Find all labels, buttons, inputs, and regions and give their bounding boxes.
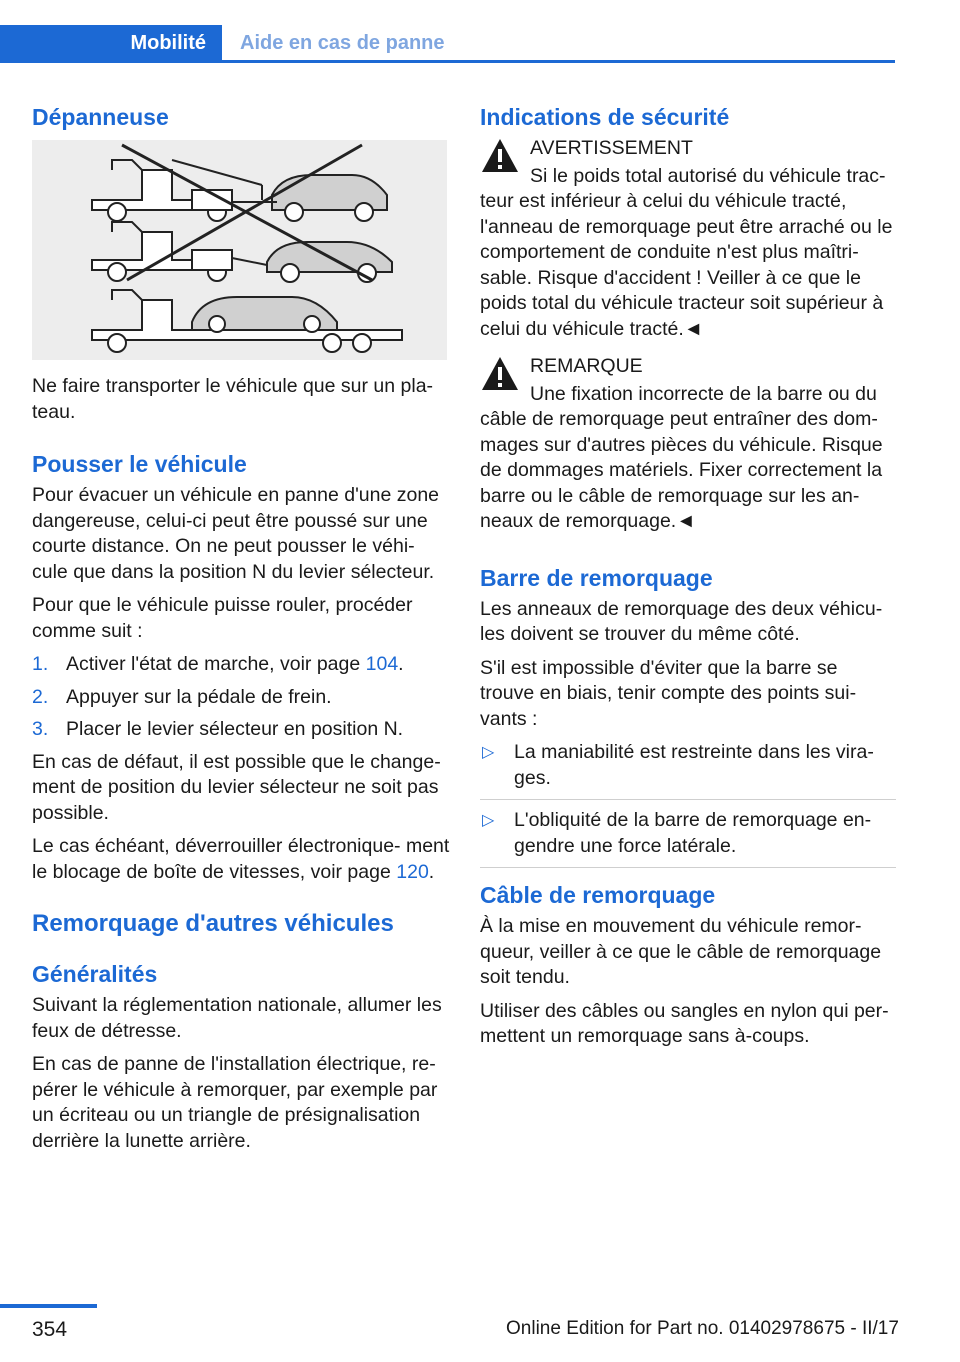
step-number: 2.	[32, 685, 49, 708]
footer-divider	[0, 1304, 97, 1308]
cable-paragraph-2: Utiliser des câbles ou sangles en nylon qui per- mettent un remorquage sans à-coups.	[480, 999, 889, 1047]
right-column	[480, 100, 896, 1058]
heading-generalites: Généralités	[32, 961, 158, 987]
tow-truck-drawing	[32, 140, 447, 360]
step-text: Placer le levier sélecteur en position N.	[66, 718, 404, 740]
edition-text: Online Edition for Part no. 01402978675 - II/17	[506, 1318, 899, 1339]
heading-remorquage: Remorquage d'autres véhicules	[32, 910, 394, 937]
warning-triangle-icon	[480, 354, 520, 394]
left-column	[32, 100, 450, 1162]
warning-block	[480, 136, 896, 342]
defaut-paragraph: En cas de défaut, il est possible que le change- ment de position du levier sélecteur ne soit pas possible.	[32, 750, 441, 824]
generalites-paragraph-2: En cas de panne de l'installation électrique, re- pérer le véhicule à remorquer, par exemple par un écriteau ou un triangle de présignalisation derrière la lunette arrière.	[32, 1053, 438, 1152]
step-number: 3.	[32, 718, 49, 740]
barre-paragraph-1: Les anneaux de remorquage des deux véhicu- les doivent se trouver du même côté.	[480, 597, 883, 645]
list-item	[480, 740, 896, 800]
step-text: Activer l'état de marche, voir page 104.	[66, 653, 404, 675]
triangle-bullet-icon: ▷	[482, 744, 495, 761]
caption-plateau: Ne faire transporter le véhicule que sur un pla- teau.	[32, 375, 434, 423]
bullet-list	[480, 740, 896, 868]
warning-text: Si le poids total autorisé du véhicule trac- teur est inférieur à celui du véhicule tracté, l'anneau de remorquage peut être arraché ou le comportement de conduite n'est plus maîtri- sable. Risque d'accident ! Veiller à ce que le poids total du véhicule tracteur soit supérieur à celui du véhicule tracté.◄	[480, 164, 893, 340]
tab-mobilite[interactable]: Mobilité	[0, 25, 222, 61]
tab-aide-panne[interactable]: Aide en cas de panne	[240, 31, 445, 54]
list-item	[480, 808, 896, 868]
step-item	[32, 652, 450, 678]
page-link-120[interactable]: 120	[396, 860, 429, 883]
page-header	[0, 0, 895, 62]
remarque-block	[480, 354, 896, 535]
step-number: 1.	[32, 653, 49, 675]
pousser-paragraph-2: Pour que le véhicule puisse rouler, procéder comme suit :	[32, 594, 413, 642]
steps-list	[32, 652, 450, 743]
page-number: 354	[32, 1318, 68, 1341]
bullet-text: La maniabilité est restreinte dans les vira- ges.	[514, 741, 874, 789]
generalites-paragraph-1: Suivant la réglementation nationale, allumer les feux de détresse.	[32, 994, 442, 1042]
step-item	[32, 685, 450, 711]
header-divider	[0, 60, 895, 63]
heading-securite: Indications de sécurité	[480, 104, 730, 130]
heading-depanneuse: Dépanneuse	[32, 104, 169, 130]
tow-truck-illustration	[32, 140, 447, 360]
page-link-104[interactable]: 104	[365, 653, 399, 675]
pousser-paragraph-1: Pour évacuer un véhicule en panne d'une zone dangereuse, celui-ci peut être poussé sur une courte distance. On ne peut pousser le véhi- cule que dans la position N du levier sélecteur.	[32, 484, 440, 583]
remarque-label: REMARQUE	[530, 355, 643, 377]
barre-paragraph-2: S'il est impossible d'éviter que la barre se trouve en biais, tenir compte des points sui- vants :	[480, 656, 857, 730]
heading-cable: Câble de remorquage	[480, 882, 716, 908]
cable-paragraph-1: À la mise en mouvement du véhicule remor- queur, veiller à ce que le câble de remorquage soit tendu.	[480, 915, 882, 988]
echeant-paragraph: Le cas échéant, déverrouiller électronique- ment le blocage de boîte de vitesses, voir page 120.	[32, 835, 450, 883]
triangle-bullet-icon: ▷	[482, 812, 495, 829]
warning-label: AVERTISSEMENT	[530, 137, 693, 159]
remarque-text: Une fixation incorrecte de la barre ou du câble de remorquage peut entraîner des dom- mages sur d'autres pièces du véhicule. Risque de dommages matériels. Fixer correctement la barre ou le câble de remorquage sur les an- neaux de remorquage.◄	[480, 382, 883, 532]
step-item	[32, 717, 450, 743]
bullet-text: L'obliquité de la barre de remorquage en- gendre une force latérale.	[514, 809, 872, 857]
heading-barre: Barre de remorquage	[480, 564, 713, 591]
warning-triangle-icon	[480, 136, 520, 176]
heading-pousser: Pousser le véhicule	[32, 451, 247, 477]
step-text: Appuyer sur la pédale de frein.	[66, 685, 332, 708]
